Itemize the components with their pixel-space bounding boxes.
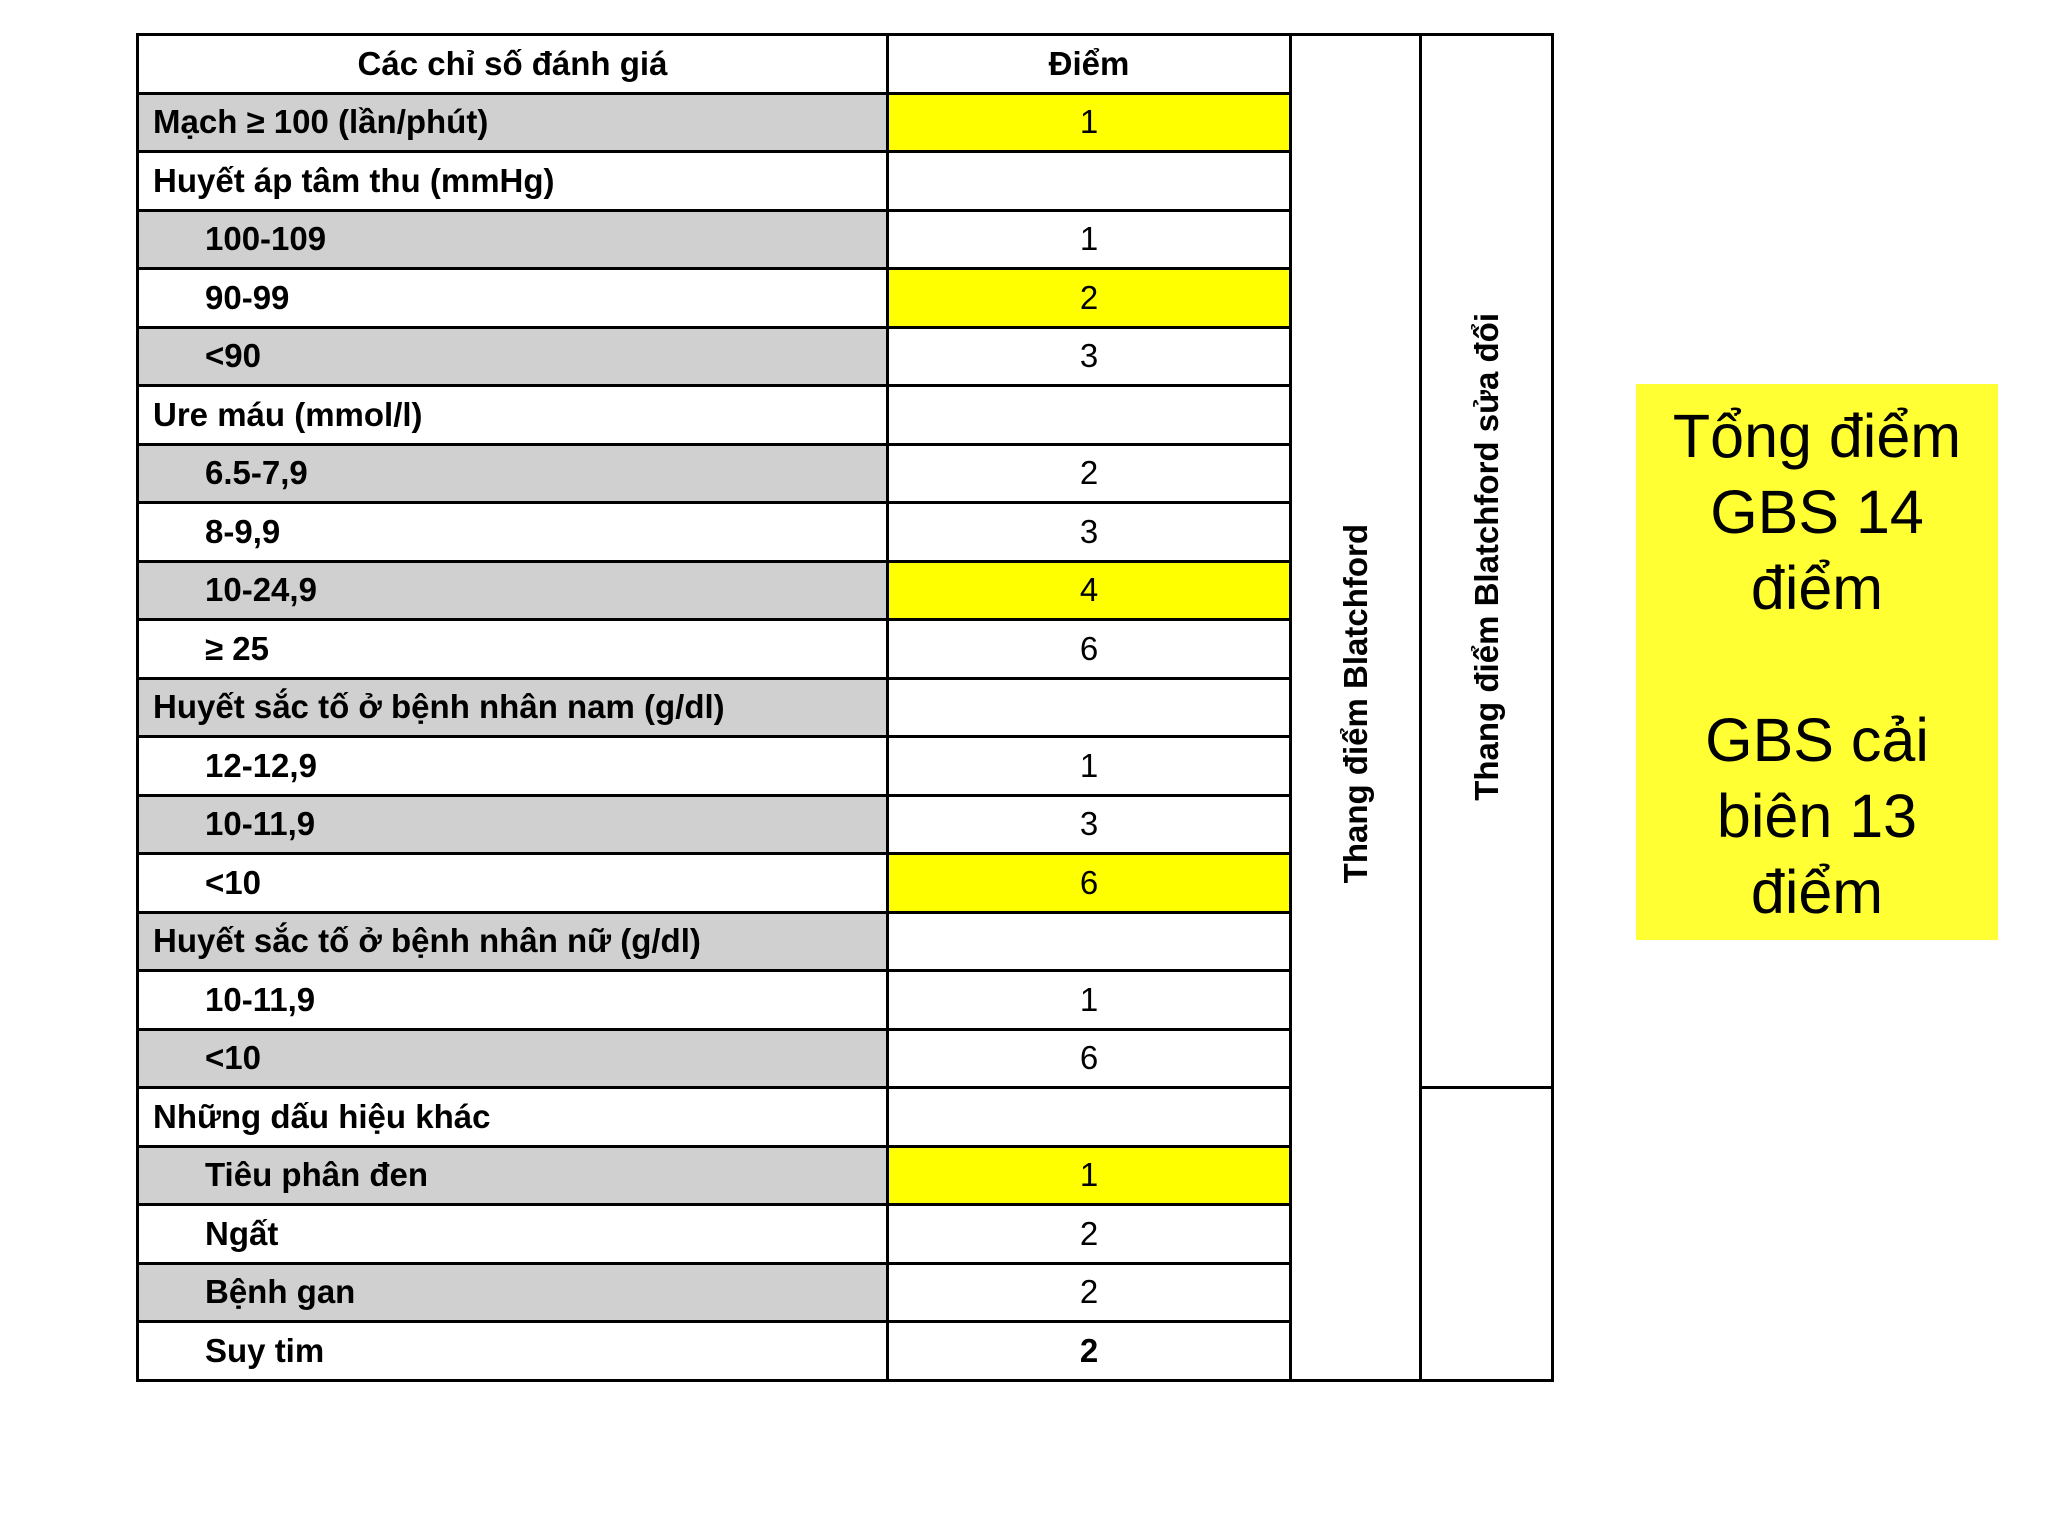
criteria-column-header: Các chỉ số đánh giá [138,35,888,94]
criteria-subitem: 12-12,9 [138,737,888,796]
criteria-subitem: ≥ 25 [138,620,888,679]
criteria-subitem: Suy tim [138,1322,888,1381]
criteria-subitem: 10-11,9 [138,795,888,854]
points-value: 6 [888,1029,1291,1088]
modified-scale-empty-cell [1421,1088,1553,1381]
points-value: 2 [888,1263,1291,1322]
points-value: 1 [888,210,1291,269]
points-column-header: Điểm [888,35,1291,94]
criteria-subitem: 6.5-7,9 [138,444,888,503]
criteria-item: Huyết sắc tố ở bệnh nhân nữ (g/dl) [138,912,888,971]
points-value: 2 [888,1322,1291,1381]
points-value [888,1088,1291,1147]
criteria-subitem: 10-24,9 [138,561,888,620]
points-value: 2 [888,1205,1291,1264]
criteria-subitem: Bệnh gan [138,1263,888,1322]
criteria-item: Những dấu hiệu khác [138,1088,888,1147]
summary-spacer [1636,626,1998,702]
points-value: 3 [888,327,1291,386]
points-value [888,386,1291,445]
total-score-summary [1636,384,1998,940]
summary-line: điểm [1750,554,1884,622]
criteria-item: Mạch ≥ 100 (lần/phút) [138,93,888,152]
criteria-subitem: <10 [138,854,888,913]
blatchford-scale-column [1291,35,1421,1381]
points-value: 1 [888,971,1291,1030]
points-value: 2 [888,444,1291,503]
points-value: 1 [888,737,1291,796]
points-value: 1 [888,93,1291,152]
points-value: 6 [888,620,1291,679]
criteria-subitem: 100-109 [138,210,888,269]
criteria-subitem: 10-11,9 [138,971,888,1030]
summary-line: GBS 14 [1710,478,1924,546]
points-value [888,678,1291,737]
blatchford-score-table [136,33,1554,1382]
modified-scale-label: Thang điểm Blatchford sửa đổi [1467,313,1505,801]
blatchford-scale-label: Thang điểm Blatchford [1336,523,1374,883]
summary-line: Tổng điểm [1672,402,1962,470]
points-value [888,152,1291,211]
summary-line: biên 13 [1716,782,1918,850]
table-header-row [138,35,1553,94]
criteria-subitem: 8-9,9 [138,503,888,562]
criteria-item: Huyết sắc tố ở bệnh nhân nam (g/dl) [138,678,888,737]
points-value: 4 [888,561,1291,620]
points-value: 6 [888,854,1291,913]
criteria-subitem: <90 [138,327,888,386]
criteria-subitem: Ngất [138,1205,888,1264]
summary-line: điểm [1750,858,1884,926]
criteria-item: Huyết áp tâm thu (mmHg) [138,152,888,211]
points-value: 3 [888,795,1291,854]
modified-scale-column [1421,35,1553,1088]
criteria-item: Ure máu (mmol/l) [138,386,888,445]
points-value: 2 [888,269,1291,328]
criteria-subitem: <10 [138,1029,888,1088]
points-value: 1 [888,1146,1291,1205]
points-value: 3 [888,503,1291,562]
summary-line: GBS cải [1705,706,1929,774]
criteria-subitem: Tiêu phân đen [138,1146,888,1205]
criteria-subitem: 90-99 [138,269,888,328]
points-value [888,912,1291,971]
